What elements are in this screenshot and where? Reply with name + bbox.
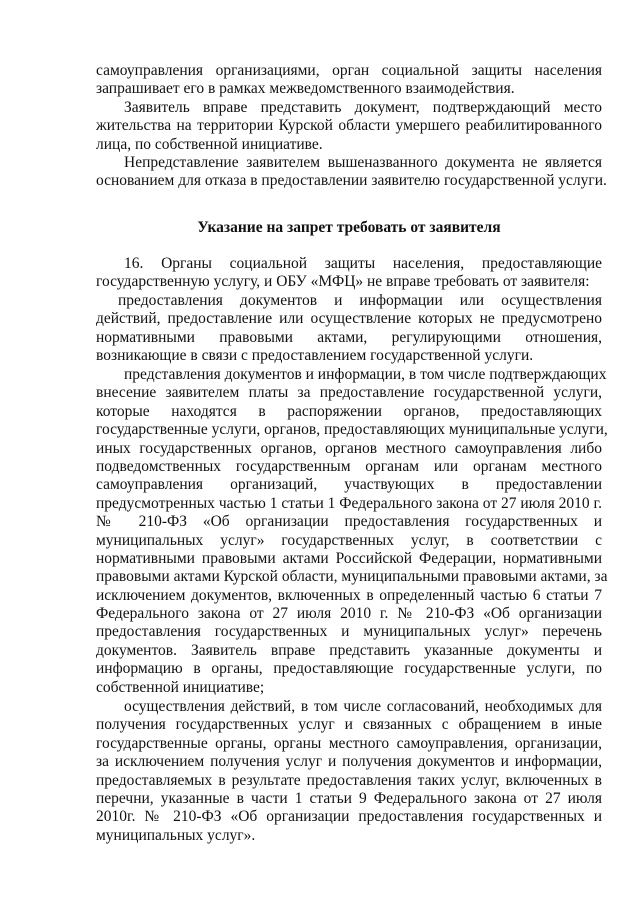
text-line: Непредставление заявителем вышеназванного документа не является: [124, 154, 602, 171]
text-line: предоставления документов и информации или осуществления: [118, 292, 602, 309]
text-line: запрашивает его в рамках межведомственного взаимодействия.: [96, 80, 515, 98]
text-line: документов. Заявитель вправе представить указанные документы и: [96, 641, 602, 659]
text-line: подведомственных государственным органам или органам местного: [96, 457, 602, 475]
text-line: получения государственных услуг и связанных с обращением в иные: [96, 716, 602, 734]
paragraph-item-16: [96, 255, 602, 292]
text-line: за исключением получения услуг и получения документов и информации,: [96, 753, 602, 771]
text-line: собственной инициативе;: [96, 678, 265, 696]
paragraph-continuation: [96, 62, 602, 99]
text-line: самоуправления организаций, участвующих в предоставлении: [96, 476, 602, 494]
text-line: нормативными правовыми актами Российской Федерации, нормативными: [96, 549, 602, 567]
text-line: лица, по собственной инициативе.: [96, 135, 323, 153]
text-line: предоставления государственных и муниципальных услуг» перечень: [96, 623, 602, 641]
paragraph-documents-provision: [96, 292, 602, 366]
text-line: представления документов и информации, в том числе подтверждающих: [124, 366, 607, 383]
paragraph-submission-of-documents: [96, 366, 608, 697]
paragraph-non-submission: [96, 154, 607, 191]
text-line: муниципальных услуг».: [96, 826, 256, 844]
text-line: внесение заявителем платы за предоставление государственной услуги,: [96, 384, 602, 402]
text-line: иных государственных органов, органов местного самоуправления либо: [96, 439, 602, 457]
section-title: Указание на запрет требовать от заявителя: [197, 219, 501, 236]
text-line: перечни, указанные в части 1 статьи 9 Федерального закона от 27 июля: [96, 789, 602, 807]
text-line: нормативными правовыми актами, регулирующими отношения,: [96, 328, 602, 346]
text-line: Заявитель вправе представить документ, подтверждающий место: [124, 99, 602, 116]
text-line: 16. Органы социальной защиты населения, предоставляющие: [124, 255, 602, 272]
text-line: муниципальных услуг» государственных услуг, в соответствии с: [96, 531, 602, 549]
text-line: самоуправления организациями, орган социальной защиты населения: [96, 62, 602, 79]
text-line: жительства на территории Курской области умершего реабилитированного: [96, 117, 602, 135]
paragraph-actions: [96, 698, 602, 845]
text-line: предусмотренных частью 1 статьи 1 Федерального закона от 27 июля 2010 г.: [96, 494, 602, 512]
text-line: № 210-ФЗ «Об организации предоставления государственных и: [96, 513, 602, 531]
text-line: основанием для отказа в предоставлении заявителю государственной услуги.: [96, 172, 607, 190]
text-line: предоставляемых в результате предоставления таких услуг, включенных в: [96, 771, 602, 789]
text-line: осуществления действий, в том числе согласований, необходимых для: [124, 698, 602, 715]
text-line: информацию в органы, предоставляющие государственные услуги, по: [96, 660, 602, 678]
text-line: государственные услуги, органов, предоставляющих муниципальные услуги,: [96, 421, 608, 439]
text-line: Федерального закона от 27 июля 2010 г. № 210-ФЗ «Об организации: [96, 605, 602, 623]
text-line: возникающие в связи с предоставлением государственной услуги.: [96, 347, 534, 365]
paragraph-applicant-right: [96, 99, 602, 154]
text-line: которые находятся в распоряжении органов, предоставляющих: [96, 402, 602, 420]
text-line: исключением документов, включенных в определенный частью 6 статьи 7: [96, 586, 602, 604]
text-line: действий, предоставление или осуществление которых не предусмотрено: [96, 310, 602, 328]
text-line: государственные органы, органы местного самоуправления, организации,: [96, 734, 602, 752]
text-line: государственную услугу, и ОБУ «МФЦ» не вправе требовать от заявителя:: [96, 273, 590, 291]
text-line: 2010г. № 210-ФЗ «Об организации предоставления государственных и: [96, 808, 602, 826]
text-line: правовыми актами Курской области, муниципальными правовыми актами, за: [96, 568, 608, 586]
